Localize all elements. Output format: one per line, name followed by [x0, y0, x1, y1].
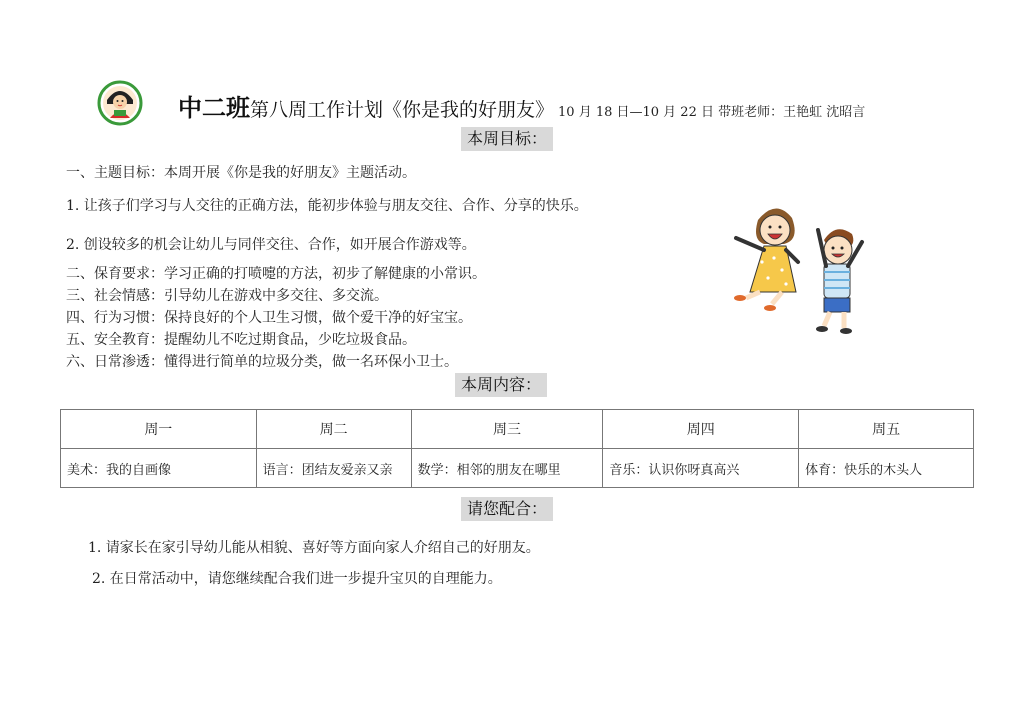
plan-meta: 10 月 18 日—10 月 22 日 带班老师：王艳虹 沈昭言: [558, 105, 866, 120]
column-header-friday: 周五: [799, 410, 974, 449]
activity-thursday: 音乐：认识你呀真高兴: [603, 449, 799, 488]
goal-item: 2. 创设较多的机会让幼儿与同伴交往、合作，如开展合作游戏等。: [66, 237, 476, 253]
kindergarten-logo-icon: [97, 80, 143, 126]
class-name: 中二班: [178, 94, 250, 122]
goal-item: 六、日常渗透：懂得进行简单的垃圾分类，做一名环保小卫士。: [66, 354, 458, 370]
plan-title: 第八周工作计划《你是我的好朋友》: [250, 99, 555, 121]
activity-monday: 美术：我的自画像: [61, 449, 257, 488]
table-row: [61, 449, 974, 488]
cooperation-item: 2. 在日常活动中，请您继续配合我们进一步提升宝贝的自理能力。: [92, 571, 502, 587]
column-header-monday: 周一: [61, 410, 257, 449]
weekly-schedule-table: [60, 409, 974, 488]
page-title: [178, 88, 865, 123]
activity-friday: 体育：快乐的木头人: [799, 449, 974, 488]
column-header-thursday: 周四: [603, 410, 799, 449]
column-header-tuesday: 周二: [256, 410, 411, 449]
goal-item: 五、安全教育：提醒幼儿不吃过期食品，少吃垃圾食品。: [66, 332, 416, 348]
goal-item: 1. 让孩子们学习与人交往的正确方法，能初步体验与朋友交往、合作、分享的快乐。: [66, 198, 588, 214]
activity-wednesday: 数学：相邻的朋友在哪里: [411, 449, 603, 488]
goal-item: 二、保育要求：学习正确的打喷嚏的方法，初步了解健康的小常识。: [66, 266, 486, 282]
cooperation-item: 1. 请家长在家引导幼儿能从相貌、喜好等方面向家人介绍自己的好朋友。: [88, 540, 540, 556]
cooperation-section-title: 请您配合：: [461, 497, 553, 521]
goals-section-title: 本周目标：: [461, 127, 553, 151]
goal-item: 一、主题目标：本周开展《你是我的好朋友》主题活动。: [66, 165, 416, 181]
goal-item: 三、社会情感：引导幼儿在游戏中多交往、多交流。: [66, 288, 388, 304]
goal-item: 四、行为习惯：保持良好的个人卫生习惯，做个爱干净的好宝宝。: [66, 310, 472, 326]
content-section-title: 本周内容：: [455, 373, 547, 397]
table-header-row: [61, 410, 974, 449]
jumping-children-illustration: [728, 200, 868, 350]
column-header-wednesday: 周三: [411, 410, 603, 449]
activity-tuesday: 语言：团结友爱亲又亲: [256, 449, 411, 488]
